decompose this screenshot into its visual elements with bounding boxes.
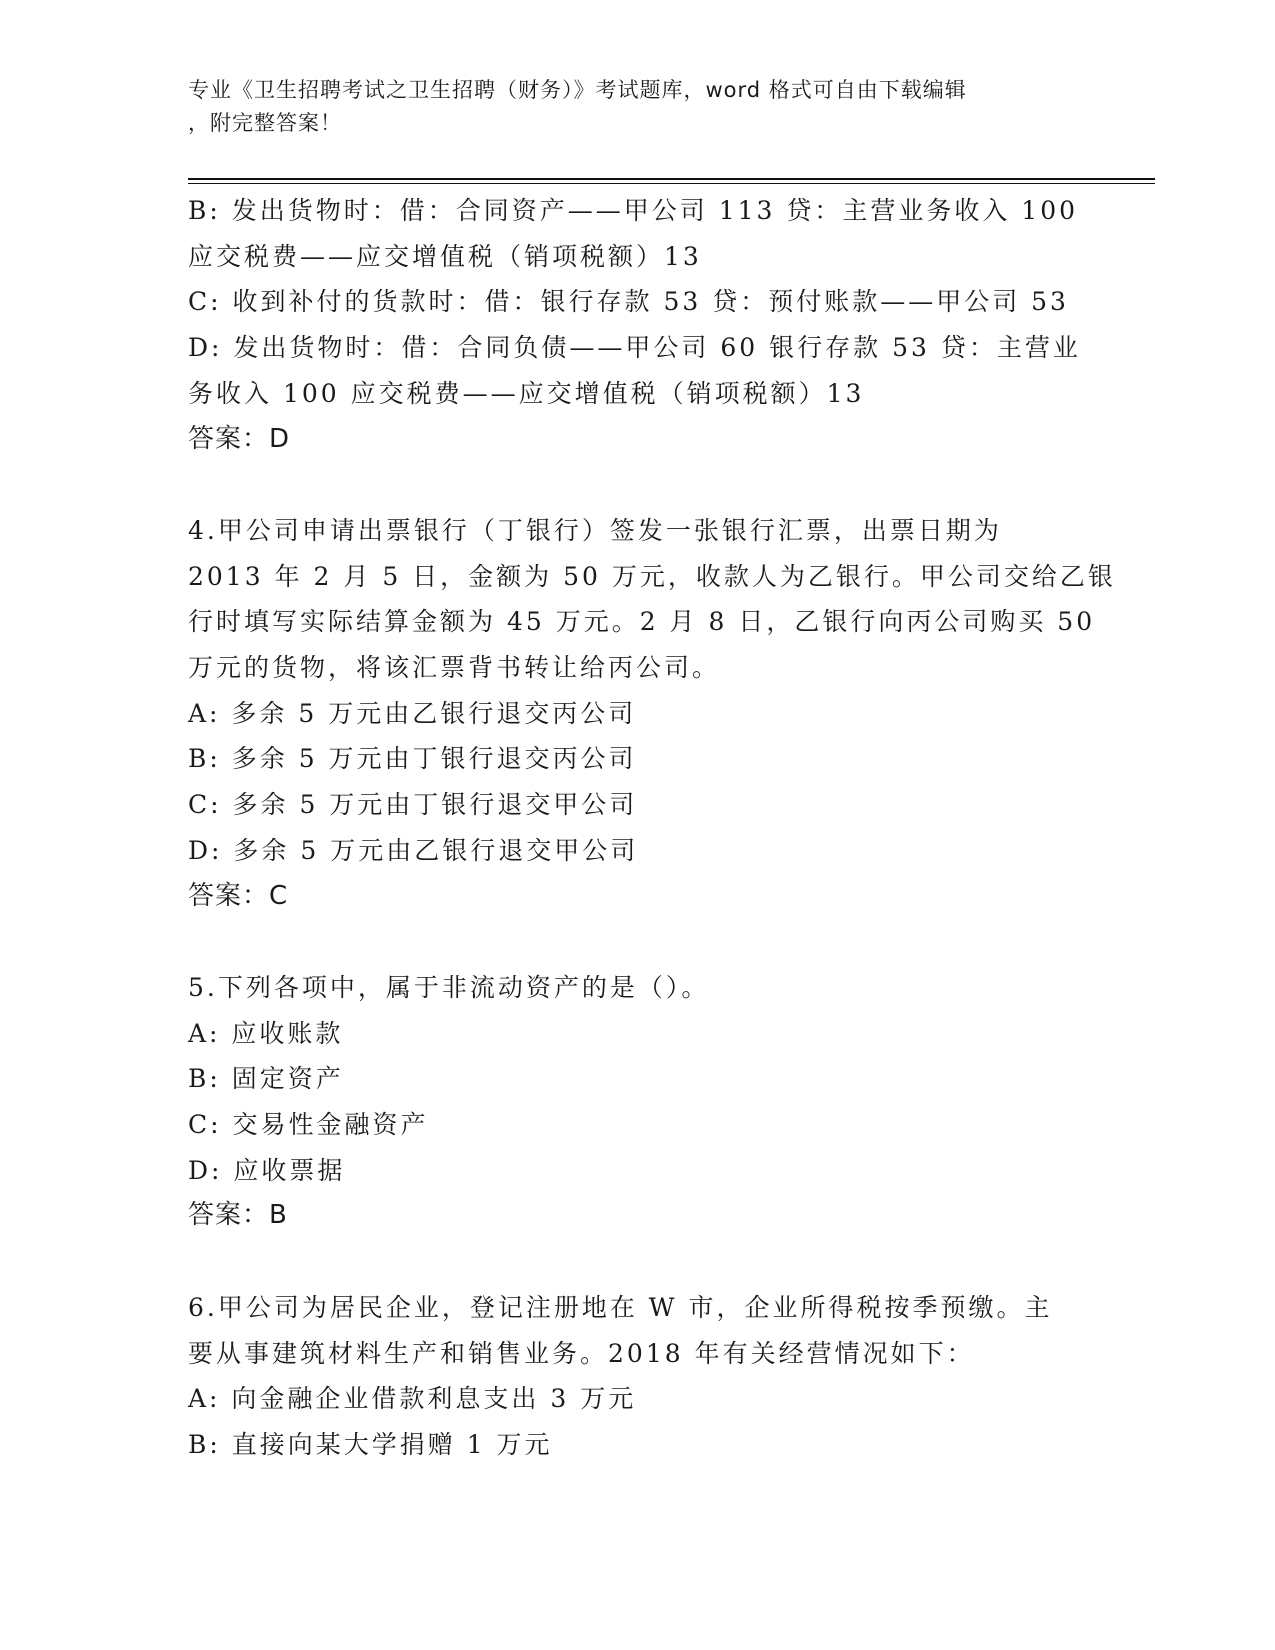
- q3-option-c: C: 收到补付的货款时：借：银行存款 53 贷：预付账款——甲公司 53: [188, 287, 1069, 317]
- q6-stem-line-2: 要从事建筑材料生产和销售业务。2018 年有关经营情况如下：: [188, 1338, 975, 1368]
- q5-option-c: C: 交易性金融资产: [188, 1110, 429, 1140]
- q6-option-b: B: 直接向某大学捐赠 1 万元: [188, 1429, 553, 1459]
- q4-stem-line-4: 万元的货物，将该汇票背书转让给丙公司。: [188, 653, 721, 683]
- q4-option-d: D: 多余 5 万元由乙银行退交甲公司: [188, 835, 639, 865]
- q4-option-a: A: 多余 5 万元由乙银行退交丙公司: [188, 698, 637, 728]
- spacer: [188, 1239, 1088, 1285]
- q3-option-b-line-1: B: 发出货物时：借：合同资产——甲公司 113 贷：主营业务收入 100: [188, 196, 1079, 225]
- q4-stem-line-2: 2013 年 2 月 5 日，金额为 50 万元，收款人为乙银行。甲公司交给乙银: [188, 561, 1116, 591]
- question-5: [188, 965, 1088, 1239]
- question-6: [188, 1285, 1088, 1468]
- document-header: [188, 74, 1068, 140]
- q5-option-d: D: 应收票据: [188, 1155, 346, 1185]
- q4-stem-line-3: 行时填写实际结算金额为 45 万元。2 月 8 日，乙银行向丙公司购买 50: [188, 607, 1096, 637]
- spacer: [188, 919, 1088, 965]
- q3-option-d-line-2: 务收入 100 应交税费——应交增值税（销项税额）13: [188, 378, 865, 408]
- header-line-2: ，附完整答案！: [188, 111, 342, 135]
- q3-option-b-line-2: 应交税费——应交增值税（销项税额）13: [188, 241, 702, 271]
- question-3-tail: [188, 188, 1088, 462]
- q3-option-d-line-1: D: 发出货物时：借：合同负债——甲公司 60 银行存款 53 贷：主营业: [188, 333, 1081, 363]
- q4-option-c: C: 多余 5 万元由丁银行退交甲公司: [188, 790, 638, 820]
- q4-answer: 答案：C: [188, 880, 289, 911]
- header-line-1: 专业《卫生招聘考试之卫生招聘（财务）》考试题库，word 格式可自由下载编辑: [188, 78, 967, 102]
- q6-stem-line-1: 6.甲公司为居民企业，登记注册地在 W 市，企业所得税按季预缴。主: [188, 1292, 1053, 1322]
- q4-option-b: B: 多余 5 万元由丁银行退交丙公司: [188, 744, 637, 774]
- question-content: [188, 188, 1116, 1468]
- q5-option-b: B: 固定资产: [188, 1064, 344, 1094]
- header-divider-thick: [188, 178, 1155, 180]
- q6-option-a: A: 向金融企业借款利息支出 3 万元: [188, 1384, 637, 1414]
- q5-stem: 5.下列各项中，属于非流动资产的是（）。: [188, 972, 710, 1002]
- q5-answer: 答案：B: [188, 1200, 288, 1231]
- q3-answer: 答案：D: [188, 423, 291, 454]
- q4-stem-line-1: 4.甲公司申请出票银行（丁银行）签发一张银行汇票，出票日期为: [188, 515, 1002, 545]
- q5-option-a: A: 应收账款: [188, 1018, 344, 1048]
- header-divider-thin: [188, 183, 1155, 184]
- question-4: [188, 508, 1116, 919]
- spacer: [188, 462, 1088, 508]
